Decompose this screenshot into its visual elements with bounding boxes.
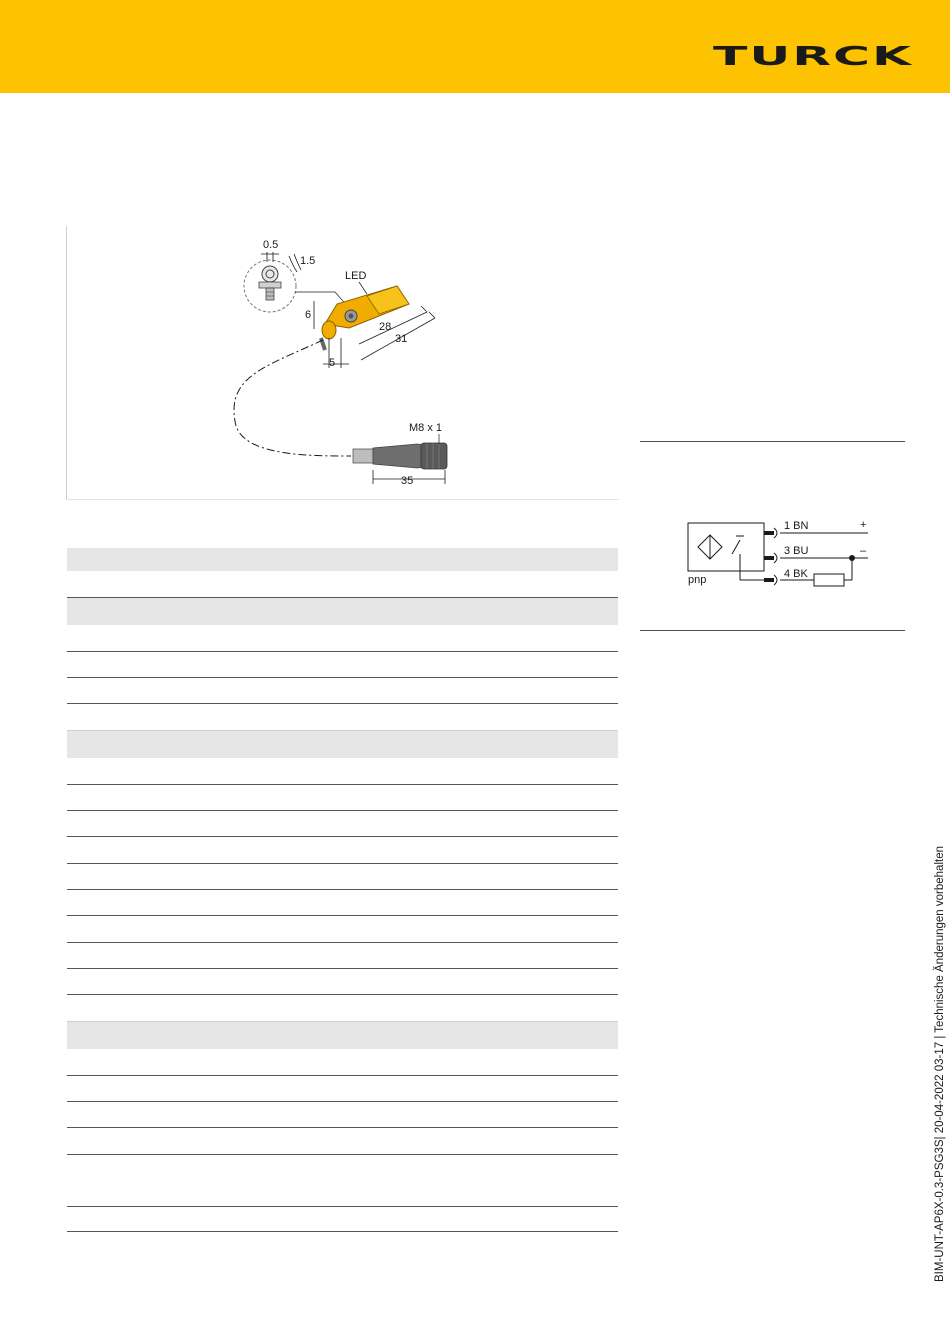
table-row [67,1155,618,1207]
table-row [67,969,618,995]
turck-logo [712,44,914,68]
dim-thread: M8 x 1 [409,422,443,434]
table-row [67,758,618,785]
technical-data-table [67,548,618,1232]
table-row [67,1049,618,1076]
table-row [67,916,618,943]
dim-length-outer: 31 [395,333,408,345]
table-row [67,1207,618,1232]
wire-3-label: 3 BU [784,545,809,557]
dim-length-inner: 28 [379,321,392,333]
table-row [67,1102,618,1128]
table-section-header [67,598,618,625]
table-row [67,571,618,598]
table-section-header [67,1022,618,1049]
table-row [67,864,618,890]
dim-led-label: LED [345,270,367,282]
table-section-header [67,731,618,758]
dim-gap: 0.5 [263,239,279,251]
wire-4-label: 4 BK [784,568,808,580]
table-row [67,625,618,652]
table-row [67,890,618,916]
table-row [67,943,618,969]
polarity-minus: – [860,545,867,557]
table-row [67,785,618,811]
table-row [67,811,618,837]
dim-height: 6 [305,309,312,321]
dim-slot: 1.5 [300,255,316,267]
table-row [67,652,618,678]
table-row [67,995,618,1022]
logo-text: TURCK [713,44,913,68]
polarity-plus: + [860,519,867,531]
table-row [67,1128,618,1155]
wiring-diagram [640,441,905,631]
table-row [67,1076,618,1102]
dim-offset: 5 [329,357,336,369]
table-section-header [67,548,618,571]
table-row [67,837,618,864]
dim-connector: 35 [401,475,414,487]
dimension-drawing [66,226,619,500]
document-footer: BIM-UNT-AP6X-0.3-PSG3S| 20-04-2022 03-17 | Technische Änderungen vorbehalten [934,846,946,1282]
table-row [67,704,618,731]
wire-1-label: 1 BN [784,520,809,532]
output-type-label: pnp [688,574,707,586]
table-row [67,678,618,704]
